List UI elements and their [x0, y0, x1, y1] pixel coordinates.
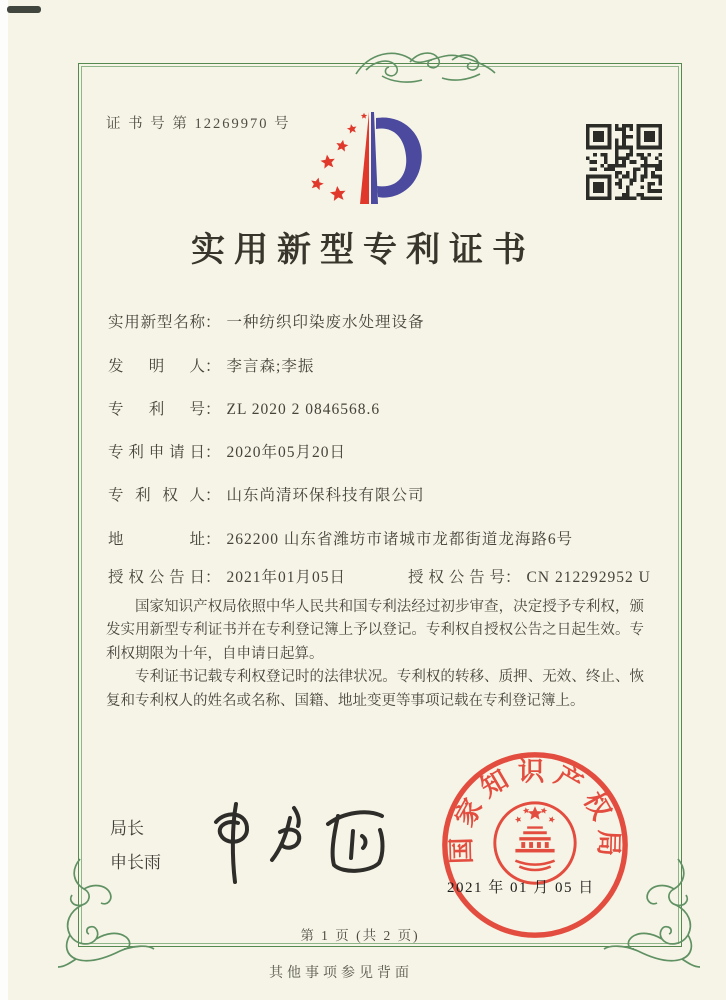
- scan-artifact: [7, 6, 41, 13]
- grant-no-value: CN 212292952 U: [526, 569, 651, 586]
- logo-stars: [309, 113, 367, 201]
- field-row-patentee: [108, 483, 425, 505]
- commissioner-title: 局长: [110, 819, 144, 838]
- field-value: 李言森;李振: [226, 358, 315, 375]
- seal-national-emblem: [495, 803, 575, 883]
- field-colon: ：: [205, 358, 221, 375]
- field-value: 2020年05月20日: [226, 444, 347, 461]
- field-colon: ：: [505, 569, 521, 586]
- field-value: 262200 山东省潍坊市诸城市龙都街道龙海路6号: [226, 531, 574, 548]
- field-label: 专 利 申 请 日: [108, 444, 205, 461]
- field-colon: ：: [205, 401, 221, 418]
- field-row-grant: [108, 565, 651, 587]
- commissioner-name: 申长雨: [110, 853, 161, 872]
- qr-code: [586, 124, 662, 200]
- field-label: 实 用 新 型 名 称: [108, 314, 205, 331]
- field-label: 专 利 权 人: [108, 487, 205, 504]
- grant-date-value: 2021年01月05日: [226, 569, 347, 586]
- field-row-address: [108, 527, 573, 549]
- field-row-name: [108, 310, 425, 332]
- page-number: 第 1 页 (共 2 页): [300, 928, 420, 943]
- grant-date-label: 授 权 公 告 日: [108, 569, 205, 586]
- field-colon: ：: [205, 314, 221, 331]
- logo-red-spike: [360, 112, 369, 204]
- field-row-inventor: [108, 354, 314, 376]
- field-row-filing-date: [108, 440, 346, 462]
- legal-text: [106, 596, 644, 713]
- grant-no-label: 授 权 公 告 号: [408, 569, 505, 586]
- logo-blue-p: [371, 112, 422, 204]
- field-label: 专 利 号: [108, 401, 205, 418]
- commissioner-signature: [202, 786, 416, 892]
- cnipa-logo: [300, 106, 440, 208]
- field-label: 发 明 人: [108, 358, 205, 375]
- legal-paragraph-2: 专利证书记载专利权登记时的法律状况。专利权的转移、质押、无效、终止、恢复和专利权人的姓名或名称、国籍、地址变更等事项记载在专利登记簿上。: [106, 669, 644, 709]
- field-colon: ：: [205, 487, 221, 504]
- certificate-number: 证 书 号 第 12269970 号: [106, 116, 291, 132]
- field-value: ZL 2020 2 0846568.6: [226, 401, 381, 418]
- field-row-patent-no: [108, 397, 380, 419]
- field-label: 地 址: [108, 531, 205, 548]
- certificate-title: 实用新型专利证书: [191, 232, 535, 269]
- field-colon: ：: [205, 531, 221, 548]
- other-matters-note: 其他事项参见背面: [269, 966, 413, 981]
- field-value: 一种纺织印染废水处理设备: [226, 314, 425, 331]
- field-colon: ：: [205, 444, 221, 461]
- cnipa-official-seal: [437, 747, 633, 943]
- legal-paragraph-1: 国家知识产权局依照中华人民共和国专利法经过初步审查，决定授予专利权，颁发实用新型专利证书并在专利登记簿上予以登记。专利权自授权公告之日起生效。专利权期限为十年，自申请日起算。: [106, 599, 644, 662]
- field-colon: ：: [205, 569, 221, 586]
- scan-edge: [0, 0, 8, 1000]
- seal-text: 国家知识产权局: [445, 756, 625, 865]
- field-value: 山东尚清环保科技有限公司: [226, 487, 425, 504]
- seal-date: 2021 年 01 月 05 日: [447, 880, 595, 896]
